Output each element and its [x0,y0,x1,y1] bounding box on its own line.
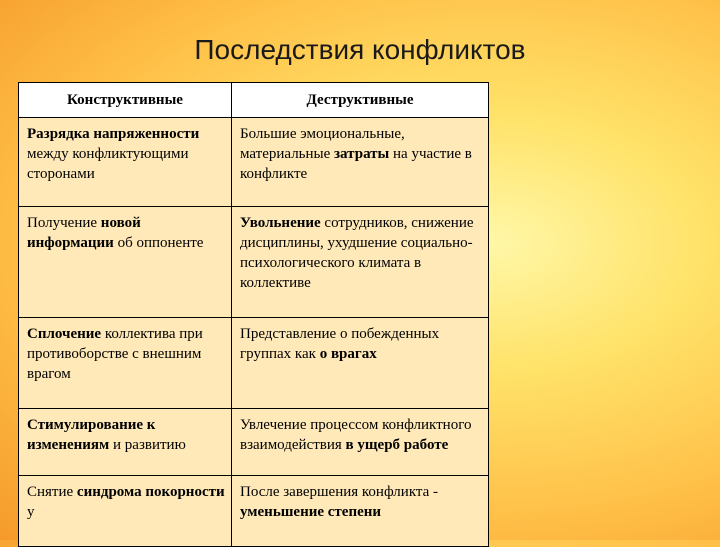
bold-text-run: в ущерб работе [345,437,449,453]
bold-text-run: уменьшение степени [240,504,382,520]
text-run: об оппоненте [113,235,204,251]
bold-text-run: новой информации [27,215,141,251]
constructive-cell [19,476,232,547]
table-row [19,409,489,476]
bold-text-run: о врагах [319,346,377,362]
constructive-cell [19,318,232,409]
text-run: Получение [27,215,101,231]
header-destructive: Деструктивные [232,83,489,118]
text-run: Снятие [27,484,77,500]
text-run: После завершения конфликта - [240,484,439,500]
header-constructive: Конструктивные [19,83,232,118]
table-row [19,476,489,547]
destructive-cell [232,118,489,207]
consequences-table [18,82,489,547]
constructive-cell [19,118,232,207]
text-run: у [27,504,35,520]
table-body [19,118,489,547]
text-run: сотрудников, снижение дисциплины, ухудшение социально-психологического климата в коллективе [240,215,474,291]
bold-text-run: затраты [334,146,390,162]
bold-text-run: синдрома покорности [76,484,225,500]
destructive-cell [232,207,489,318]
table-row [19,207,489,318]
bold-text-run: Увольнение [240,215,321,231]
text-run: Представление о побежденных группах как [240,326,440,362]
text-run: и развитию [109,437,186,453]
table-header-row [19,83,489,118]
constructive-cell [19,409,232,476]
text-run: коллектива при противоборстве с внешним врагом [27,326,203,382]
bold-text-run: Стимулирование к изменениям [27,417,156,453]
constructive-cell [19,207,232,318]
slide-title: Последствия конфликтов [194,34,526,65]
text-run: на участие в конфликте [240,146,472,182]
text-run: Большие эмоциональные, материальные [240,126,405,162]
bold-text-run: Сплочение [27,326,102,342]
text-run: Увлечение процессом конфликтного взаимодействия [240,417,472,453]
table-row [19,318,489,409]
table-row [19,118,489,207]
destructive-cell [232,476,489,547]
text-run: между конфликтующими сторонами [27,146,189,182]
destructive-cell [232,409,489,476]
bold-text-run: Разрядка напряженности [27,126,200,142]
destructive-cell [232,318,489,409]
